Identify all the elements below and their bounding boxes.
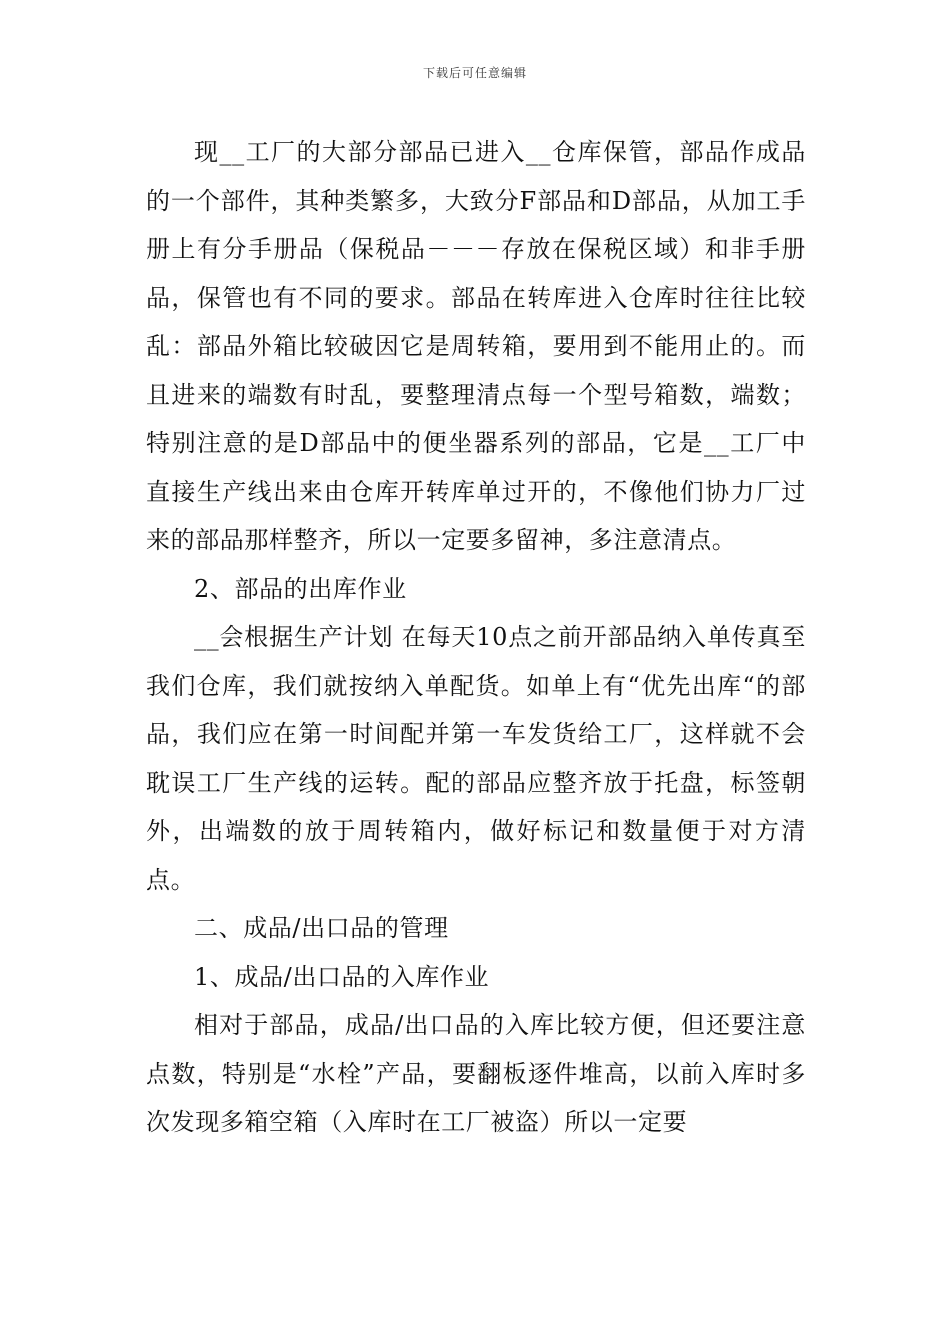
paragraph-parts-storage: 现__工厂的大部分部品已进入__仓库保管，部品作成品的一个部件，其种类繁多，大致分F部品和D部品，从加工手册上有分手册品（保税品－－－存放在保税区域）和非手册品，保管也有不同的要求。部品在转库进入仓库时往往比较乱：部品外箱比较破因它是周转箱，要用到不能用止的。而且进来的端数有时乱，要整理清点每一个型号箱数，端数；特别注意的是D部品中的便坐器系列的部品，它是__工厂中直接生产线出来由仓库开转库单过开的，不像他们协力厂过来的部品那样整齐，所以一定要多留神，多注意清点。 — [146, 138, 806, 554]
document-body — [146, 128, 806, 1147]
section-heading-parts-outbound: 2、部品的出库作业 — [194, 574, 407, 603]
paragraph-finished-goods-inbound: 相对于部品，成品/出口品的入库比较方便，但还要注意点数，特别是“水栓”产品，要翻板逐件堆高，以前入库时多次发现多箱空箱（入库时在工厂被盗）所以一定要 — [146, 1011, 806, 1136]
page-header: 下载后可任意编辑 — [422, 66, 527, 80]
section-heading-finished-goods: 二、成品/出口品的管理 — [194, 914, 449, 942]
paragraph-parts-outbound: __会根据生产计划 在每天10点之前开部品纳入单传真至我们仓库，我们就按纳入单配货。如单上有“优先出库“的部品，我们应在第一时间配并第一车发货给工厂，这样就不会耽误工厂生产线的运转。配的部品应整齐放于托盘，标签朝外，出端数的放于周转箱内，做好标记和数量便于对方清点。 — [146, 623, 806, 894]
section-heading-finished-goods-inbound: 1、成品/出口品的入库作业 — [194, 962, 490, 991]
